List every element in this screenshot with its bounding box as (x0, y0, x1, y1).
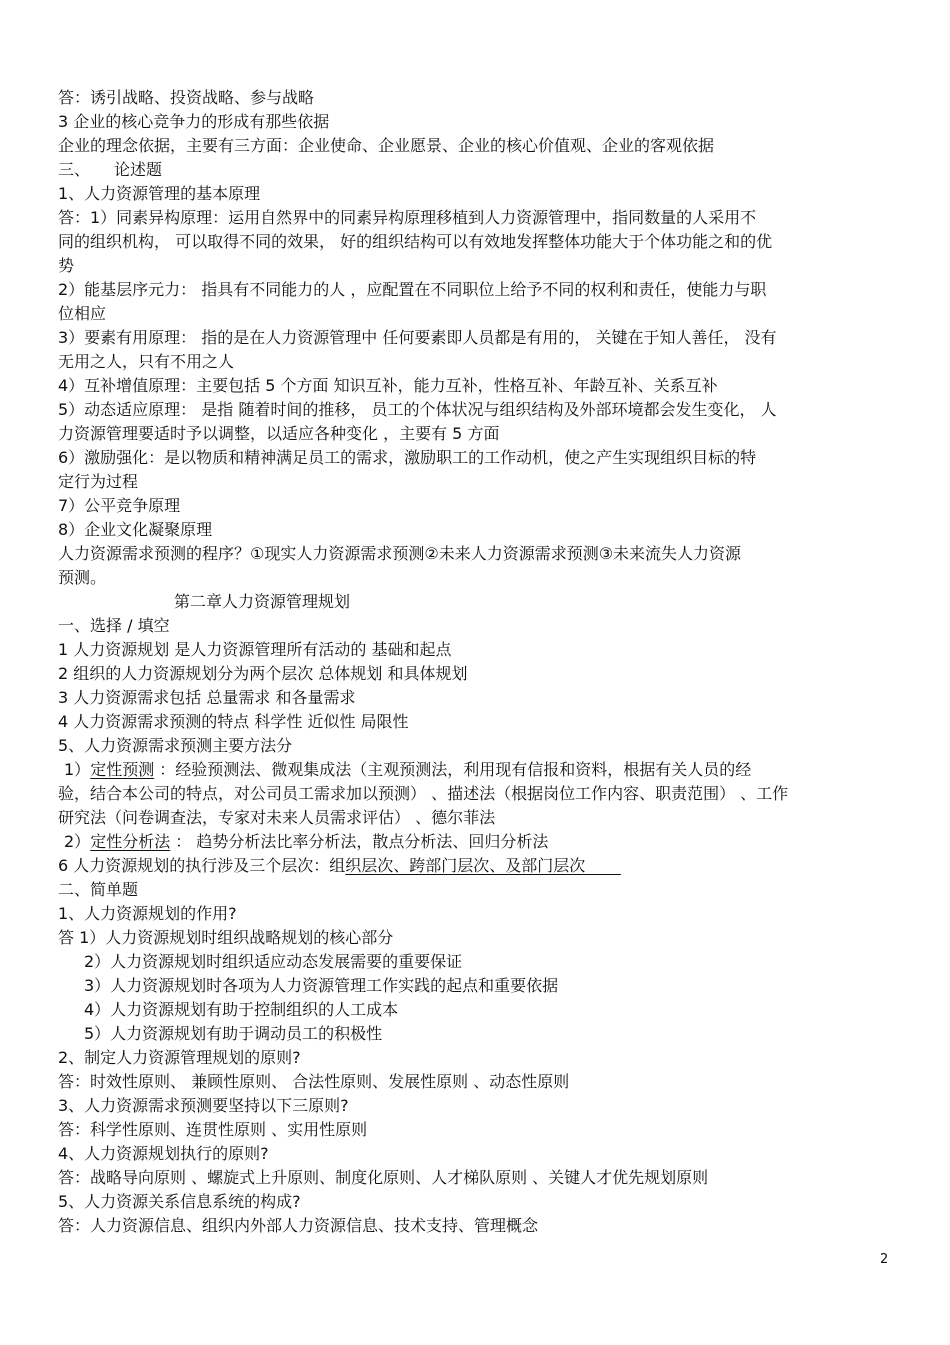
text-line: 企业的理念依据，主要有三方面：企业使命、企业愿景、企业的核心价值观、企业的客观依据 (58, 136, 715, 155)
item-text: 6 人力资源规划的执行涉及三个层次：组 (58, 856, 346, 875)
text-line: 8）企业文化凝聚原理 (58, 520, 213, 539)
text-line: 4）人力资源规划有助于控制组织的人工成本 (84, 1000, 399, 1019)
text-line: 位相应 (58, 304, 107, 323)
underlined-term: 定性分析法 (90, 832, 171, 851)
text-line: 人力资源需求预测的程序？①现实人力资源需求预测②未来人力资源需求预测③未来流失人力资源 (58, 544, 742, 563)
text-line: 答 1）人力资源规划时组织战略规划的核心部分 (58, 928, 394, 947)
text-line: 2 组织的人力资源规划分为两个层次 总体规划 和具体规划 (58, 664, 468, 683)
text-line: 4）互补增值原理：主要包括 5 个方面 知识互补，能力互补，性格互补、年龄互补、关系互补 (58, 376, 718, 395)
section-heading: 二、简单题 (58, 880, 139, 899)
text-line: 答：时效性原则、 兼顾性原则、 合法性原则、发展性原则 、动态性原则 (58, 1072, 570, 1091)
text-line: 5、人力资源需求预测主要方法分 (58, 736, 293, 755)
underlined-term: 织层次、跨部门层次、及部门层次 (345, 856, 621, 875)
text-line: 势 (58, 256, 75, 275)
text-line: 3）人力资源规划时各项为人力资源管理工作实践的起点和重要依据 (84, 976, 559, 995)
text-line: 4、人力资源规划执行的原则? (58, 1144, 269, 1163)
item-text: ：经验预测法、微观集成法（主观预测法，利用现有信报和资料，根据有关人员的经 (154, 760, 752, 779)
text-line: 2）人力资源规划时组织适应动态发展需要的重要保证 (84, 952, 463, 971)
text-line: 2）能基层序元力： 指具有不同能力的人 ，应配置在不同职位上给予不同的权利和责任，使能力与职 (58, 280, 767, 299)
text-line: 2、制定人力资源管理规划的原则? (58, 1048, 301, 1067)
text-line: 3）要素有用原理： 指的是在人力资源管理中 任何要素即人员都是有用的， 关键在于知人善任， 没有 (58, 328, 777, 347)
text-line: 答：诱引战略、投资战略、参与战略 (58, 88, 315, 107)
text-line: 6）激励强化：是以物质和精神满足员工的需求，激励职工的工作动机，使之产生实现组织目标的特 (58, 448, 757, 467)
section-heading: 一、选择 / 填空 (58, 616, 170, 635)
text-line: 7）公平竞争原理 (58, 496, 181, 515)
item-number: 1） (64, 760, 91, 779)
underlined-term: 定性预测 (90, 760, 155, 779)
text-line: 答：1）同素异构原理：运用自然界中的同素异构原理移植到人力资源管理中，指同数量的人采用不 (58, 208, 757, 227)
text-line: 答：科学性原则、连贯性原则 、实用性原则 (58, 1120, 368, 1139)
text-line: 力资源管理要适时予以调整，以适应各种变化 ，主要有 5 方面 (58, 424, 500, 443)
section-heading: 三、 论述题 (58, 160, 163, 179)
text-line: 研究法（问卷调查法，专家对未来人员需求评估） 、德尔菲法 (58, 808, 496, 827)
chapter-title: 第二章人力资源管理规划 (174, 592, 351, 611)
text-line: 5）动态适应原理： 是指 随着时间的推移， 员工的个体状况与组织结构及外部环境都会发生变化， 人 (58, 400, 777, 419)
item-number: 2） (64, 832, 91, 851)
text-line: 预测。 (58, 568, 107, 587)
page-number: 2 (880, 1252, 889, 1267)
text-line (58, 830, 898, 854)
text-line: 答：人力资源信息、组织内外部人力资源信息、技术支持、管理概念 (58, 1216, 539, 1235)
text-line: 3 人力资源需求包括 总量需求 和各量需求 (58, 688, 356, 707)
text-line: 1、人力资源规划的作用? (58, 904, 237, 923)
text-line: 1 人力资源规划 是人力资源管理所有活动的 基础和起点 (58, 640, 452, 659)
text-line: 4 人力资源需求预测的特点 科学性 近似性 局限性 (58, 712, 409, 731)
text-line: 5）人力资源规划有助于调动员工的积极性 (84, 1024, 383, 1043)
text-line: 3 企业的核心竞争力的形成有那些依据 (58, 112, 330, 131)
text-line (58, 854, 898, 878)
text-line: 同的组织机构， 可以取得不同的效果， 好的组织结构可以有效地发挥整体功能大于个体功能之和的优 (58, 232, 773, 251)
text-line: 5、人力资源关系信息系统的构成? (58, 1192, 301, 1211)
text-line: 答：战略导向原则 、螺旋式上升原则、制度化原则、人才梯队原则 、关键人才优先规划原则 (58, 1168, 709, 1187)
text-line: 无用之人，只有不用之人 (58, 352, 235, 371)
text-line: 验，结合本公司的特点，对公司员工需求加以预测） 、描述法（根据岗位工作内容、职责范围） 、工作 (58, 784, 789, 803)
page-content (58, 86, 898, 1238)
text-line: 定行为过程 (58, 472, 139, 491)
text-line (58, 758, 898, 782)
text-line: 1、人力资源管理的基本原理 (58, 184, 261, 203)
item-text: ： 趋势分析法比率分析法，散点分析法、回归分析法 (170, 832, 549, 851)
text-line: 3、人力资源需求预测要坚持以下三原则? (58, 1096, 349, 1115)
